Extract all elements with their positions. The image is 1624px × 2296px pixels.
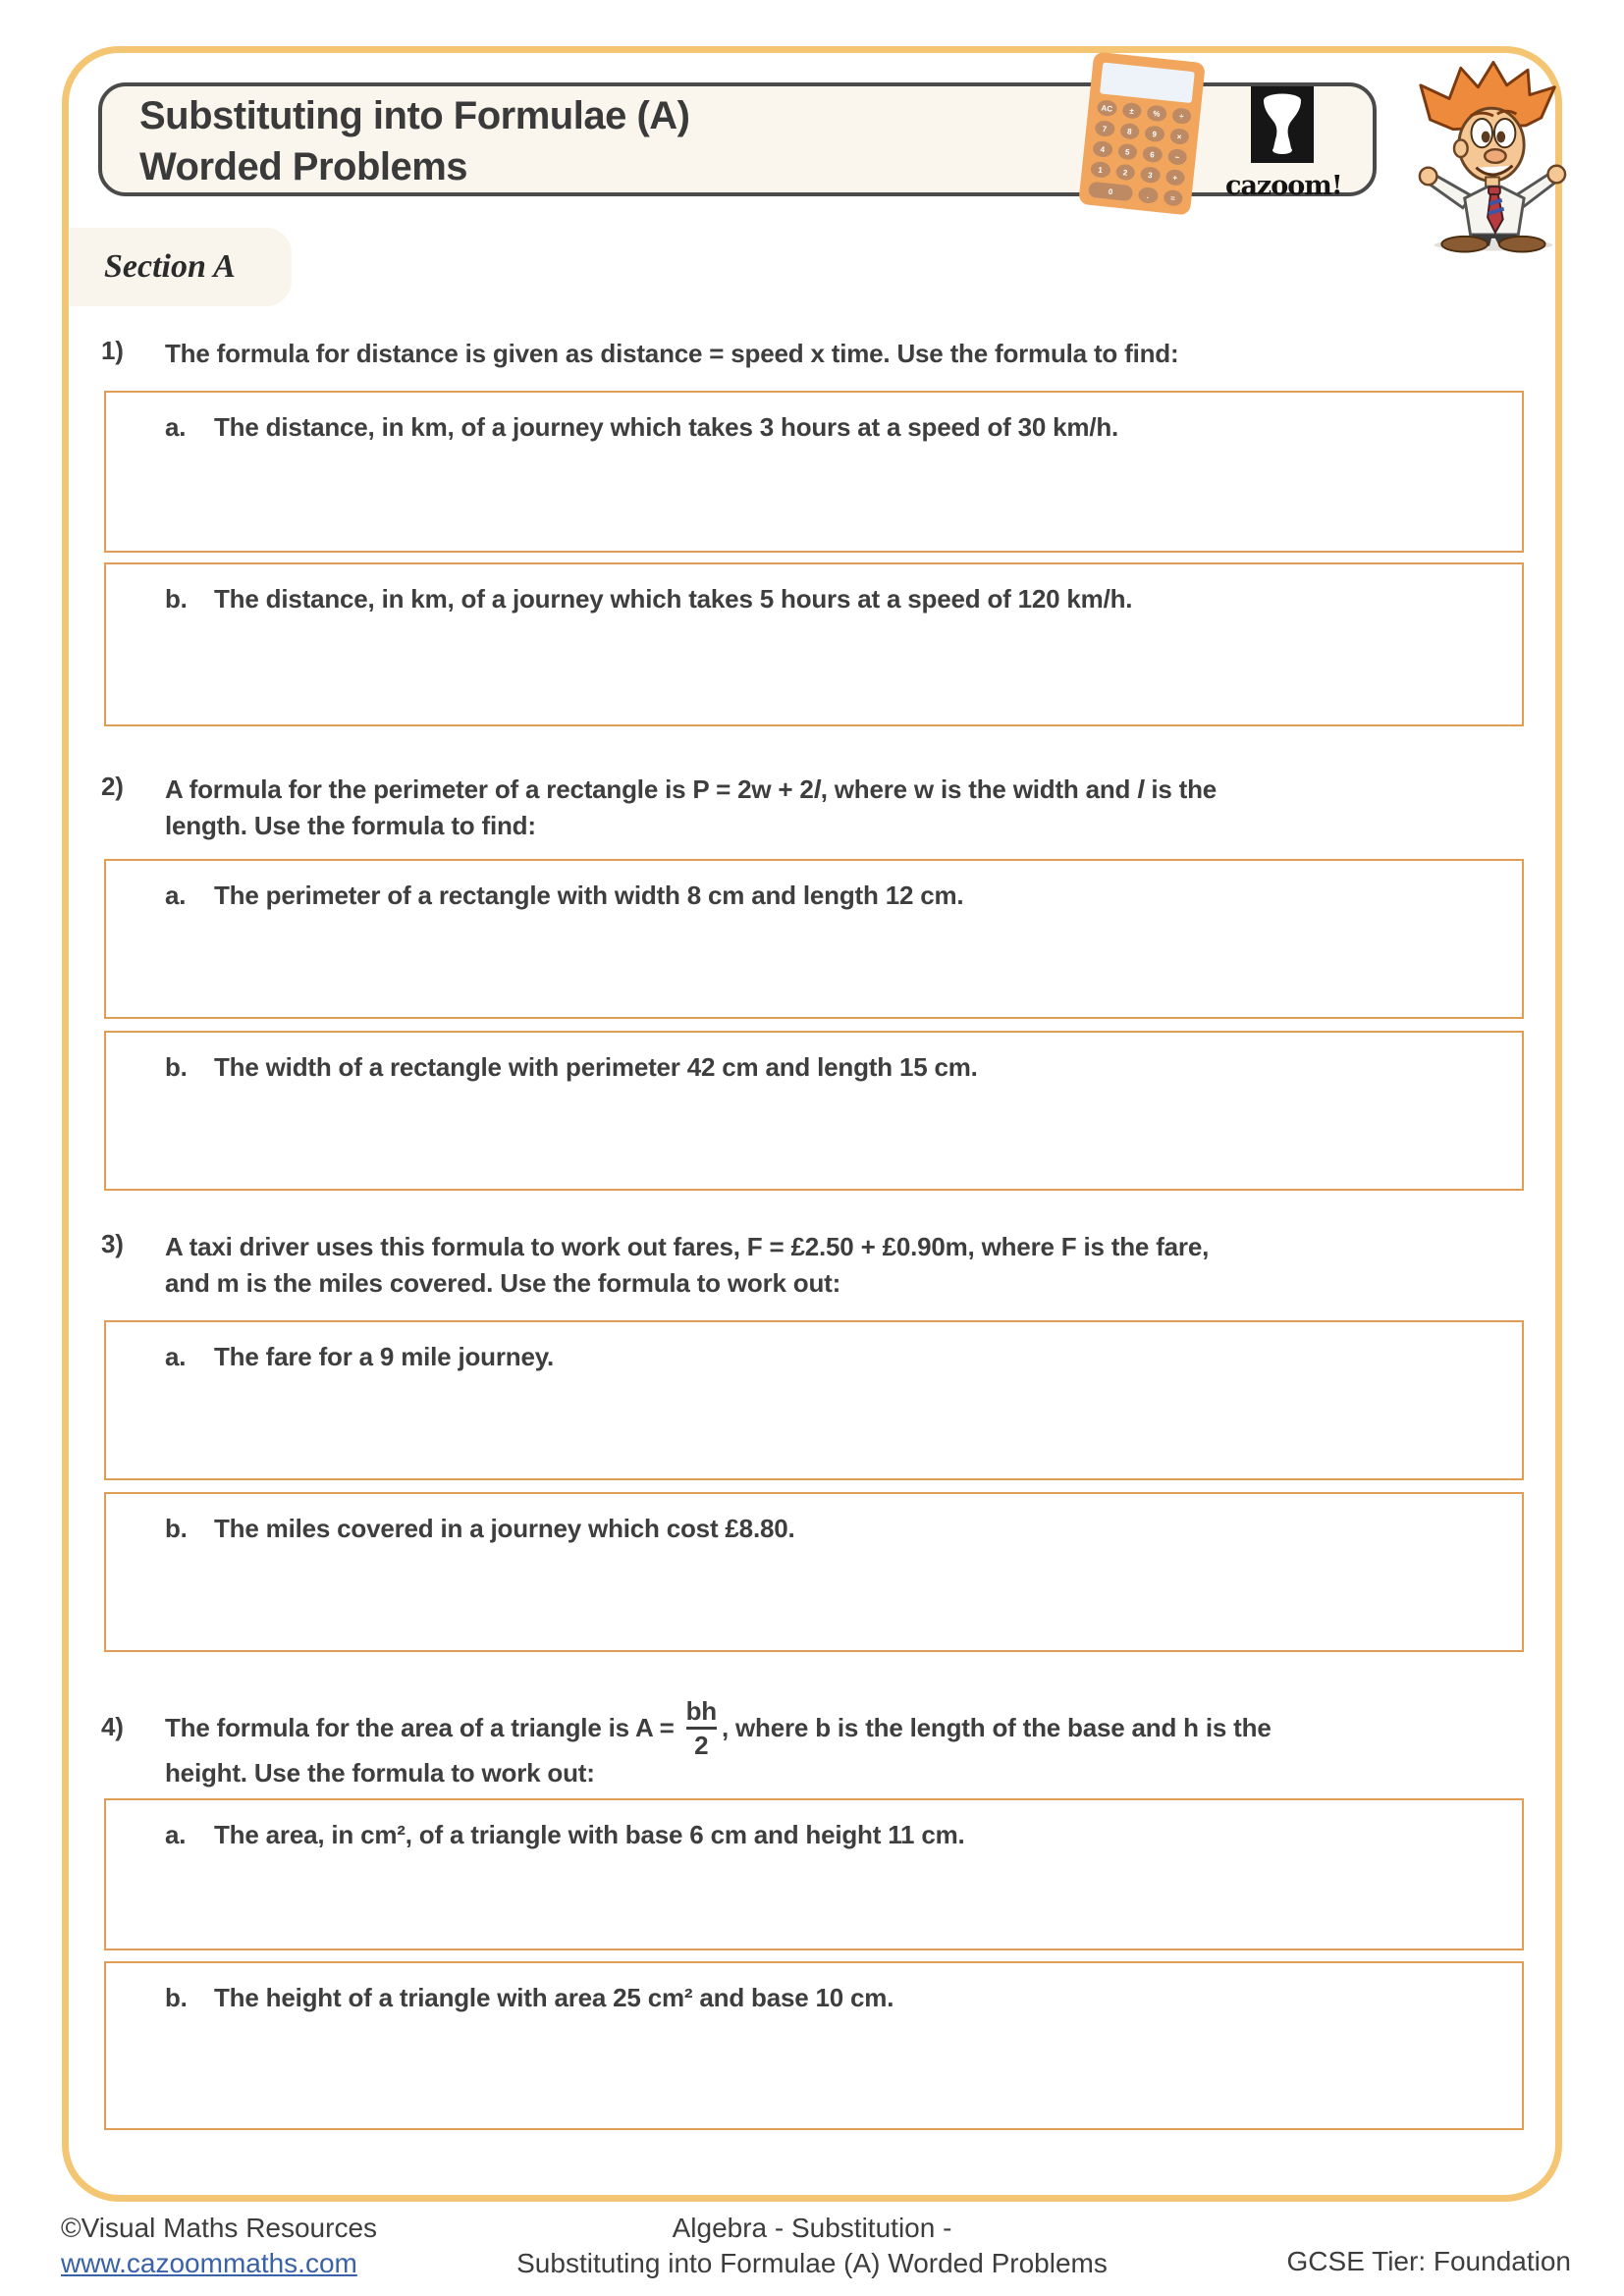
question-4-text-line-2: height. Use the formula to work out: (165, 1758, 595, 1788)
q4-seg-after: , where b is the length of the base and h is the (721, 1712, 1272, 1742)
fraction-numerator: bh (685, 1695, 717, 1726)
cazoom-logo-text: cazoom! (1225, 171, 1342, 201)
q2-seg5: is the (1144, 774, 1218, 804)
calc-key: 1 (1090, 161, 1110, 179)
answer-4b-label: b. (165, 1983, 188, 2012)
answer-3a-text: The fare for a 9 mile journey. (214, 1342, 555, 1371)
calc-key: 6 (1142, 145, 1163, 163)
q4-seg-before: The formula for the area of a triangle is A = (165, 1712, 681, 1742)
fraction-bar (686, 1727, 717, 1730)
question-2-text-line-2: length. Use the formula to find: (165, 811, 536, 840)
calc-key: ÷ (1171, 107, 1192, 125)
calc-key: % (1146, 104, 1166, 122)
calc-key: 9 (1144, 125, 1164, 142)
calc-key: 8 (1119, 123, 1140, 140)
calc-key: 7 (1095, 120, 1115, 137)
question-1 (101, 336, 1525, 372)
question-2 (101, 772, 1525, 844)
question-1-number: 1) (101, 336, 124, 365)
section-a-text: Section A (104, 248, 236, 285)
q2-var-l2: l (1137, 774, 1145, 804)
calc-key: 0 (1088, 182, 1133, 202)
q2-var-l: l (813, 774, 821, 804)
fraction-denominator: 2 (694, 1730, 709, 1760)
calc-key: + (1164, 169, 1185, 187)
question-3-text-line-2: and m is the miles covered. Use the formula to work out: (165, 1268, 841, 1298)
answer-box-4a[interactable] (104, 1798, 1524, 1950)
worksheet-title (139, 90, 690, 192)
question-2-text-line-1 (165, 772, 1525, 808)
question-3-text-line-1: A taxi driver uses this formula to work out fares, F = £2.50 + £0.90m, where F is the fare, (165, 1232, 1210, 1261)
calc-key: 3 (1140, 166, 1161, 184)
answer-box-3b[interactable] (104, 1492, 1524, 1652)
calc-key: 4 (1092, 140, 1112, 158)
answer-box-2a[interactable] (104, 859, 1524, 1019)
question-4-text-line-1 (165, 1690, 1525, 1765)
answer-box-1b[interactable] (104, 562, 1524, 726)
section-a-label (70, 228, 292, 306)
footer-worksheet-name: Substituting into Formulae (A) Worded Problems (516, 2248, 1108, 2278)
djembe-drum-icon (1251, 86, 1314, 163)
answer-2b-text: The width of a rectangle with perimeter 42 cm and length 15 cm. (214, 1052, 978, 1082)
question-4 (101, 1690, 1525, 1791)
answer-3a-label: a. (165, 1342, 187, 1371)
footer-copyright: ©Visual Maths Resources (61, 2213, 378, 2243)
calculator-icon (1078, 51, 1206, 215)
answer-1a-text: The distance, in km, of a journey which takes 3 hours at a speed of 30 km/h. (214, 412, 1119, 442)
question-2-number: 2) (101, 772, 124, 801)
answer-box-2b[interactable] (104, 1031, 1524, 1191)
calc-key: AC (1097, 99, 1117, 117)
mascot-character (1415, 59, 1568, 253)
fraction-bh-over-2 (686, 1697, 717, 1759)
answer-2a-label: a. (165, 881, 187, 910)
calculator-keys (1079, 98, 1201, 207)
answer-1b-label: b. (165, 584, 188, 614)
footer-tier: GCSE Tier: Foundation (1286, 2246, 1571, 2276)
calc-key: . (1138, 187, 1159, 204)
calc-key: × (1169, 128, 1190, 145)
footer-topic: Algebra - Substitution - (672, 2213, 952, 2243)
answer-1b-text: The distance, in km, of a journey which takes 5 hours at a speed of 120 km/h. (214, 584, 1133, 614)
calc-key: ± (1121, 102, 1142, 120)
answer-4a-label: a. (165, 1820, 187, 1849)
answer-4a-text: The area, in cm², of a triangle with base 6 cm and height 11 cm. (214, 1820, 965, 1849)
question-3-number: 3) (101, 1229, 124, 1258)
answer-3b-label: b. (165, 1514, 188, 1543)
q2-seg1: A formula for the perimeter of a rectangle is P = 2w + 2 (165, 774, 814, 804)
calc-key: − (1166, 148, 1187, 166)
answer-box-3a[interactable] (104, 1320, 1524, 1480)
calculator-screen (1100, 62, 1195, 103)
question-1-text: The formula for distance is given as distance = speed x time. Use the formula to find: (165, 339, 1179, 368)
answer-1a-label: a. (165, 412, 187, 442)
calc-key: 2 (1115, 163, 1136, 181)
question-3 (101, 1229, 1525, 1302)
cazoom-logo (1225, 86, 1342, 201)
calc-key: = (1163, 189, 1183, 207)
answer-box-4b[interactable] (104, 1961, 1524, 2130)
answer-box-1a[interactable] (104, 391, 1524, 553)
q2-seg3: , where w is the width and (820, 774, 1138, 804)
answer-4b-text: The height of a triangle with area 25 cm² and base 10 cm. (214, 1983, 894, 2012)
cazoommaths-link[interactable]: www.cazoommaths.com (61, 2248, 357, 2278)
title-line-2: Worded Problems (139, 145, 468, 188)
calc-key: 5 (1117, 143, 1138, 161)
answer-2a-text: The perimeter of a rectangle with width 8 cm and length 12 cm. (214, 881, 964, 910)
answer-3b-text: The miles covered in a journey which cost £8.80. (214, 1514, 795, 1543)
answer-2b-label: b. (165, 1052, 188, 1082)
question-4-number: 4) (101, 1712, 124, 1741)
title-line-1: Substituting into Formulae (A) (139, 94, 690, 137)
